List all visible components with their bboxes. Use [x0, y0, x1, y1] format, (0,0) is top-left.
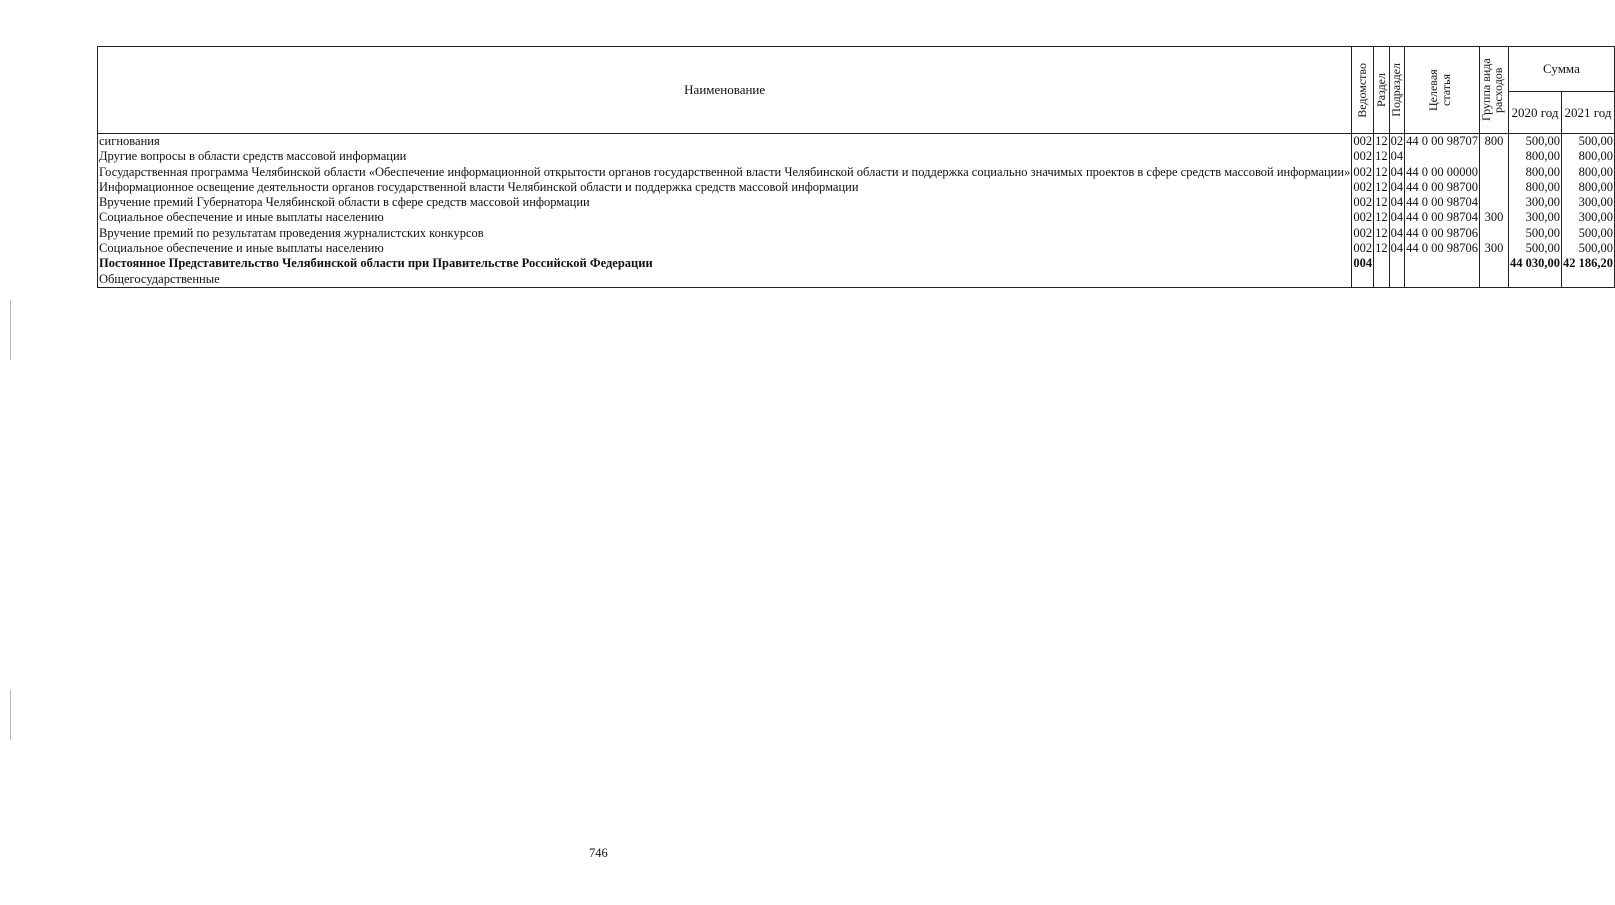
table-row [98, 256, 1615, 271]
cell-s2020: 800,00 [1508, 165, 1561, 180]
cell-cs: 44 0 00 98704 [1406, 210, 1478, 225]
cell-rz: 12 [1375, 149, 1388, 164]
header-celevaya: Целевая статья [1405, 47, 1480, 134]
cell-pr [1389, 272, 1405, 288]
cell-ved: 002 [1353, 225, 1373, 240]
table-row [98, 165, 1615, 180]
table-row [98, 180, 1615, 195]
cell-cs [1405, 272, 1480, 288]
cell-ved: 002 [1353, 164, 1373, 179]
cell-s2021: 500,00 [1561, 226, 1614, 241]
header-summa: Сумма [1508, 47, 1614, 92]
cell-cs: 44 0 00 98706 [1406, 225, 1478, 240]
cell-cs: 44 0 00 98704 [1406, 195, 1478, 210]
cell-s2021: 42 186,20 [1562, 256, 1613, 271]
cell-pr: 04 [1390, 210, 1404, 225]
cell-vr: 300 [1479, 241, 1508, 256]
cell-rz: 12 [1375, 241, 1388, 256]
cell-vr [1479, 195, 1508, 210]
scan-margin-mark [10, 690, 11, 740]
header-gruppa: Группа вида расходов [1479, 47, 1508, 134]
table-row [98, 226, 1615, 241]
cell-s2021: 300,00 [1561, 195, 1614, 210]
cell-s2020: 300,00 [1508, 210, 1561, 225]
cell-s2020: 500,00 [1508, 241, 1561, 256]
cell-s2020: 44 030,00 [1509, 256, 1560, 271]
cell-pr: 04 [1390, 241, 1404, 256]
cell-rz: 12 [1375, 210, 1388, 225]
cell-name: сигнования [98, 134, 1352, 150]
cell-vr [1479, 272, 1508, 288]
cell-name: Постоянное Представительство Челябинской области при Правительстве Российской Федерации [98, 256, 1352, 271]
cell-vr [1479, 256, 1508, 271]
cell-s2021 [1561, 272, 1614, 288]
cell-rz: 12 [1375, 195, 1388, 210]
cell-name: Социальное обеспечение и иные выплаты населению [98, 210, 1352, 225]
cell-cs [1405, 256, 1480, 271]
cell-cs: 44 0 00 98707 [1406, 134, 1478, 148]
cell-s2020: 500,00 [1508, 226, 1561, 241]
page-number: 746 [589, 846, 608, 860]
cell-rz: 12 [1375, 179, 1388, 194]
cell-cs: 44 0 00 00000 [1406, 164, 1478, 179]
cell-vr [1479, 226, 1508, 241]
cell-pr: 04 [1390, 179, 1404, 194]
header-vedomstvo: Ведомство [1352, 47, 1374, 134]
cell-s2020: 500,00 [1508, 134, 1561, 150]
table-row [98, 241, 1615, 256]
cell-cs: 44 0 00 98706 [1406, 241, 1478, 256]
cell-vr [1479, 149, 1508, 164]
table-row [98, 134, 1615, 150]
cell-name: Общегосударственные [98, 272, 1352, 288]
cell-s2020: 300,00 [1508, 195, 1561, 210]
table-row [98, 272, 1615, 288]
cell-pr: 04 [1390, 164, 1404, 179]
cell-s2021: 800,00 [1561, 180, 1614, 195]
cell-ved: 002 [1353, 179, 1373, 194]
cell-rz: 12 [1375, 134, 1388, 148]
cell-rz: 12 [1375, 164, 1388, 179]
cell-name: Государственная программа Челябинской области «Обеспечение информационной открытости органов государственной власти Челябинской области и поддержка социально значимых проектов в сфере средств массовой информации» [99, 164, 1351, 179]
cell-ved: 002 [1353, 241, 1373, 256]
cell-rz [1374, 272, 1390, 288]
cell-s2020 [1508, 272, 1561, 288]
cell-vr [1479, 180, 1508, 195]
header-year-2020: 2020 год [1508, 92, 1561, 134]
cell-pr: 02 [1390, 134, 1404, 148]
cell-rz: 12 [1375, 225, 1388, 240]
budget-table [97, 46, 1615, 288]
cell-s2021: 500,00 [1561, 134, 1614, 150]
table-row [98, 149, 1615, 164]
cell-name: Другие вопросы в области средств массовой информации [98, 149, 1352, 164]
cell-ved [1352, 272, 1374, 288]
cell-pr: 04 [1390, 225, 1404, 240]
cell-rz [1374, 256, 1390, 271]
cell-ved: 002 [1353, 134, 1373, 148]
header-razdel: Раздел [1374, 47, 1390, 134]
cell-pr: 04 [1390, 149, 1404, 164]
cell-vr: 800 [1479, 134, 1508, 150]
cell-s2021: 800,00 [1561, 165, 1614, 180]
cell-s2021: 800,00 [1561, 149, 1614, 164]
table-row [98, 195, 1615, 210]
cell-vr: 300 [1479, 210, 1508, 225]
header-year-2021: 2021 год [1561, 92, 1614, 134]
cell-s2021: 500,00 [1561, 241, 1614, 256]
cell-ved: 004 [1353, 256, 1373, 271]
table-row [98, 210, 1615, 225]
scan-margin-mark [10, 300, 11, 360]
header-name: Наименование [98, 47, 1352, 134]
cell-ved: 002 [1353, 149, 1373, 164]
header-podrazdel: Подраздел [1389, 47, 1405, 134]
cell-ved: 002 [1353, 195, 1373, 210]
cell-s2021: 300,00 [1561, 210, 1614, 225]
cell-name: Вручение премий по результатам проведения журналистских конкурсов [98, 226, 1352, 241]
cell-pr [1389, 256, 1405, 271]
cell-ved: 002 [1353, 210, 1373, 225]
cell-cs [1405, 149, 1480, 164]
cell-vr [1479, 165, 1508, 180]
cell-name: Вручение премий Губернатора Челябинской области в сфере средств массовой информации [98, 195, 1352, 210]
cell-s2020: 800,00 [1508, 180, 1561, 195]
cell-name: Информационное освещение деятельности органов государственной власти Челябинской области и поддержка средств массовой информации [98, 180, 1352, 195]
cell-pr: 04 [1390, 195, 1404, 210]
cell-name: Социальное обеспечение и иные выплаты населению [98, 241, 1352, 256]
cell-s2020: 800,00 [1508, 149, 1561, 164]
cell-cs: 44 0 00 98700 [1406, 179, 1478, 194]
